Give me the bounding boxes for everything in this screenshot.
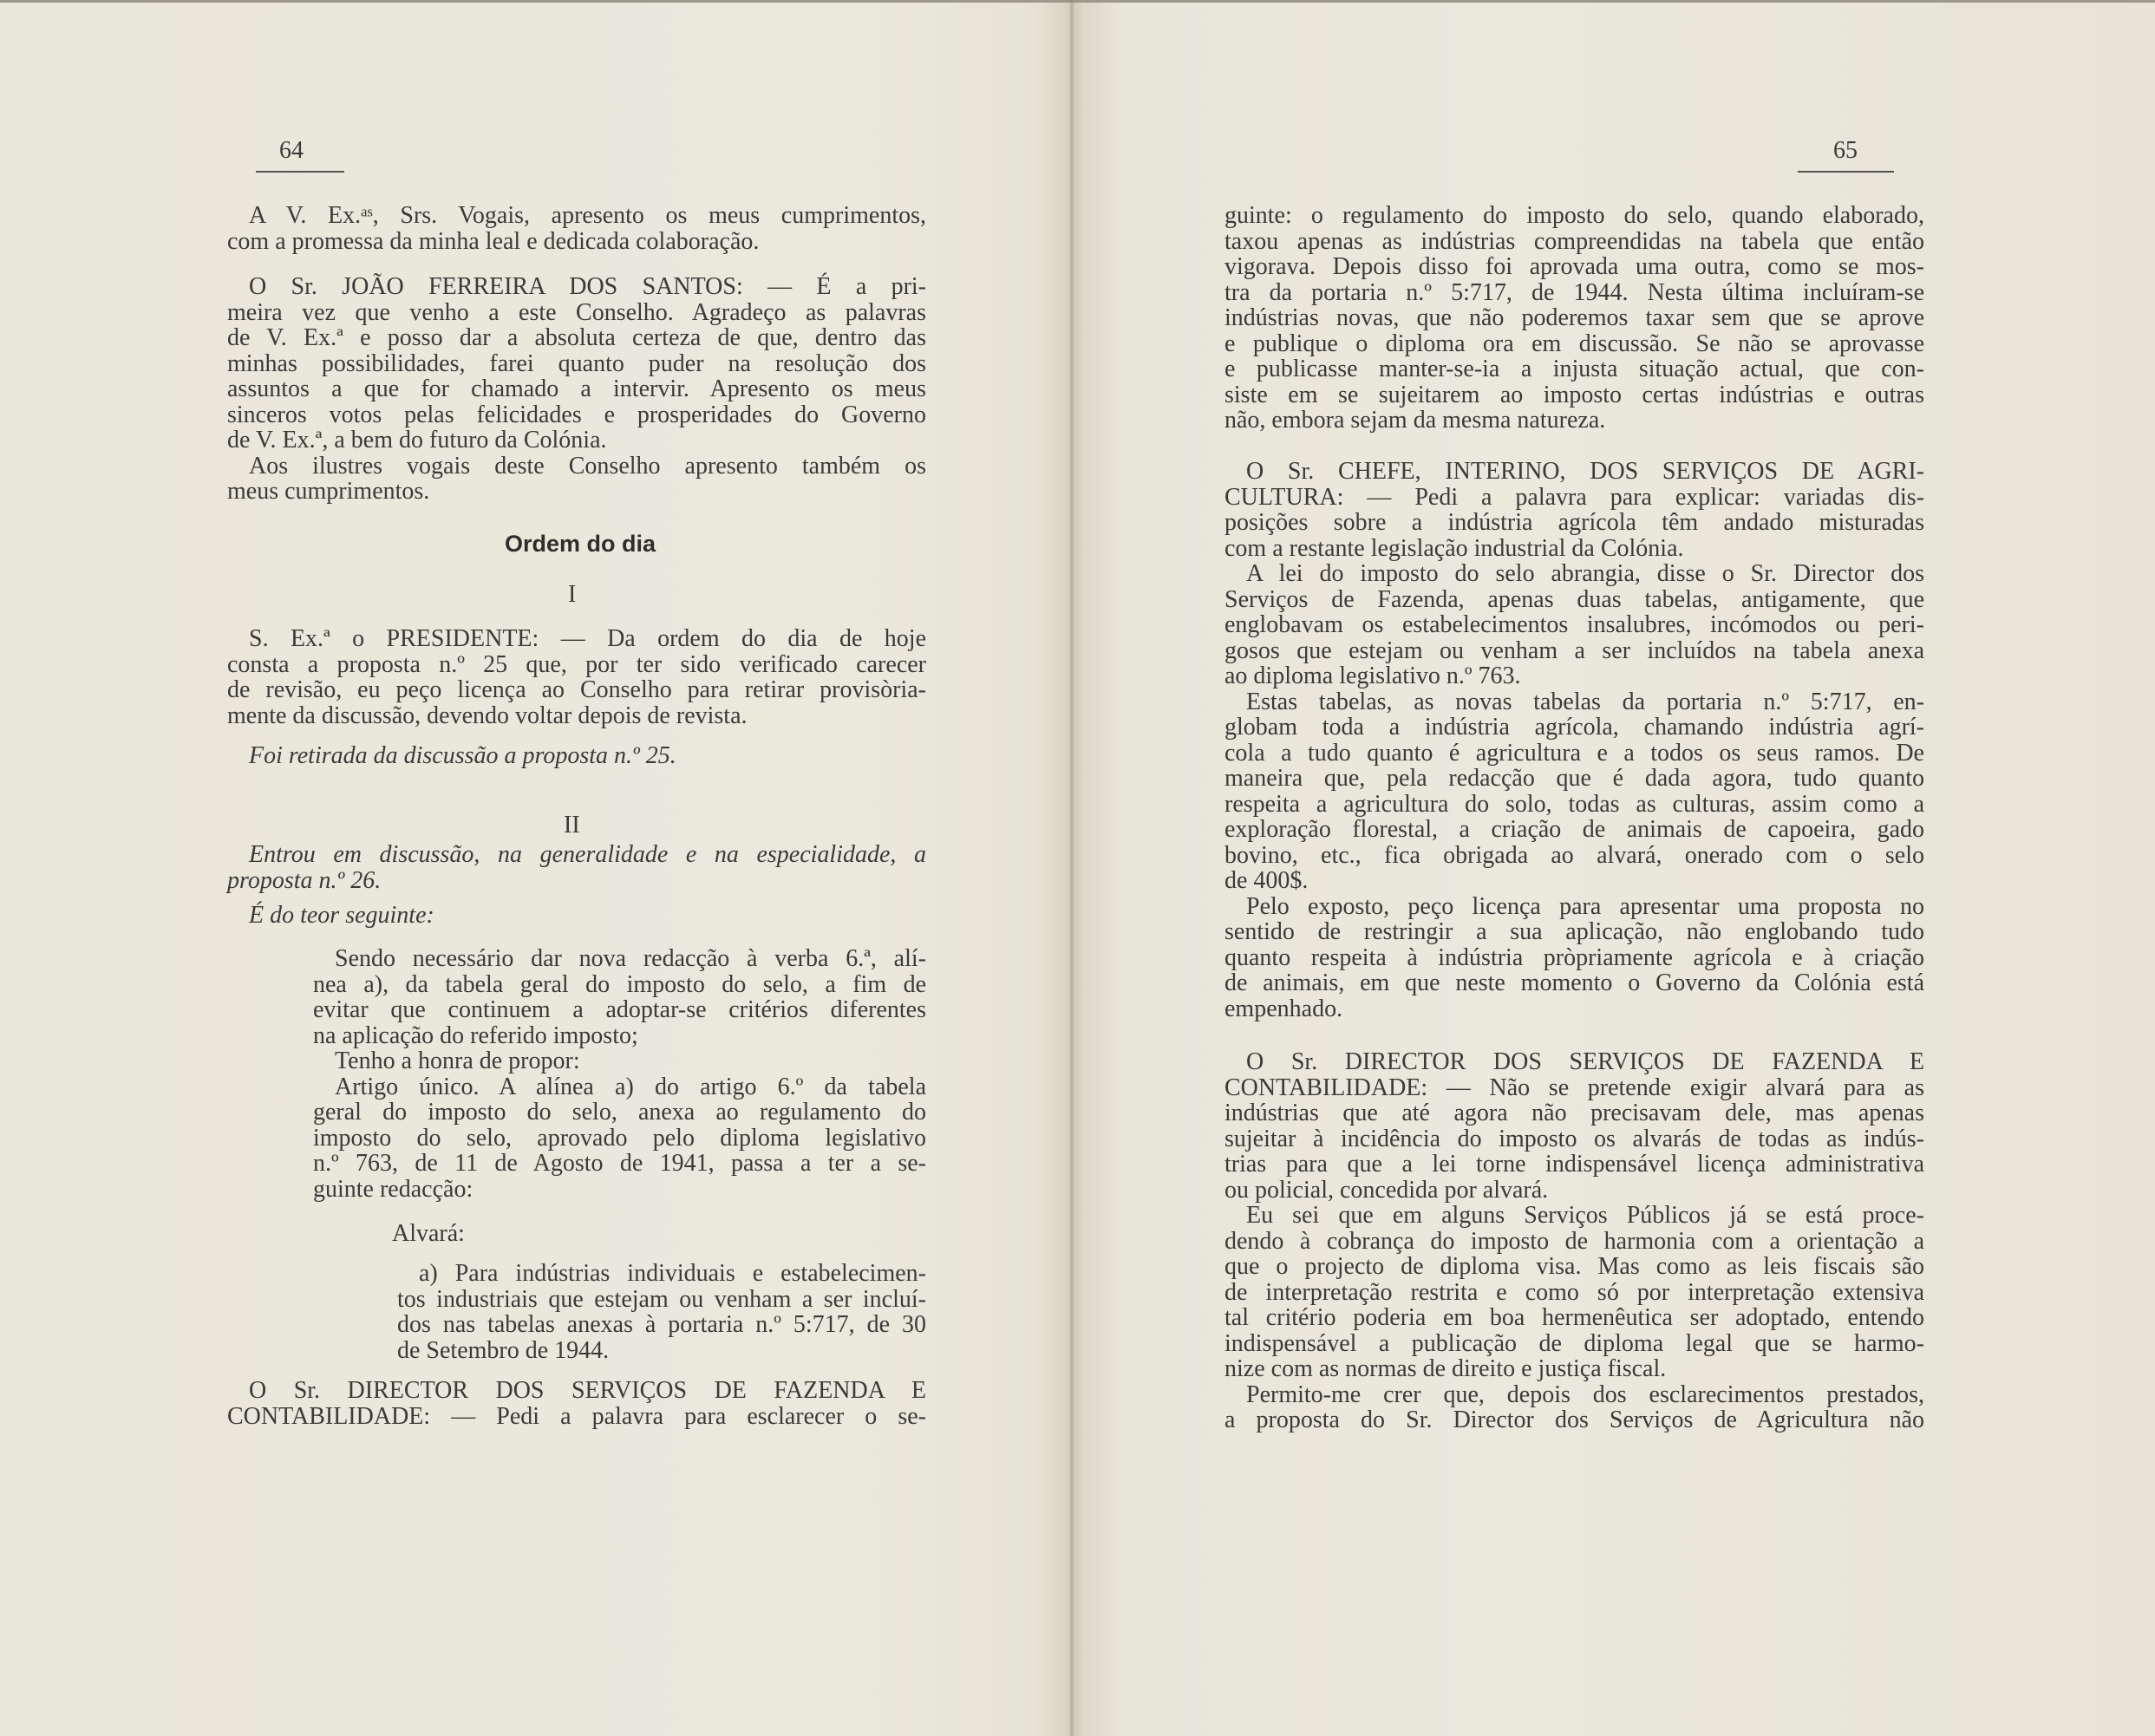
text-line: sujeitar à incidência do imposto os alvarás de todas as indús- xyxy=(1224,1125,1924,1152)
text-line: evitar que continuem a adoptar-se critérios diferentes xyxy=(313,996,926,1023)
text-line: taxou apenas as indústrias compreendidas na tabela que então xyxy=(1224,227,1924,255)
text-line: dendo à cobrança do imposto de harmonia com a orientação a xyxy=(1224,1227,1924,1255)
text-line: indústrias que até agora não precisavam dele, mas apenas xyxy=(1224,1100,1924,1126)
text-line: O Sr. CHEFE, INTERINO, DOS SERVIÇOS DE AGRI- xyxy=(1246,458,1924,485)
text-line: na aplicação do referido imposto; xyxy=(313,1021,638,1049)
text-line: Tenho a honra de propor: xyxy=(335,1047,580,1074)
text-line: tra da portaria n.º 5:717, de 1944. Nesta última incluíram-se xyxy=(1224,278,1924,306)
book-gutter xyxy=(1070,0,1074,1736)
text-line: indispensável a publicação de diploma legal que se harmo- xyxy=(1224,1329,1924,1357)
section-number: I xyxy=(568,581,577,608)
text-block xyxy=(1224,459,1924,1021)
text-line: a) Para indústrias individuais e estabelecimen- xyxy=(419,1260,926,1287)
text-line: Aos ilustres vogais deste Conselho apresento também os xyxy=(249,452,926,480)
text-line: guinte: o regulamento do imposto do selo, quando elaborado, xyxy=(1224,202,1924,229)
paragraph xyxy=(227,454,926,505)
text-line: n.º 763, de 11 de Agosto de 1941, passa a ter a se- xyxy=(313,1150,926,1177)
text-line: trias para que a lei torne indispensável licença administrativa xyxy=(1224,1151,1924,1178)
text-block xyxy=(227,1378,926,1429)
paragraph xyxy=(227,274,926,454)
text-line: quanto respeita à indústria pròpriamente agrícola e à criação xyxy=(1224,943,1924,971)
paragraph xyxy=(227,1378,926,1429)
section-heading: Ordem do dia xyxy=(505,531,656,557)
text-line: S. Ex.ª o PRESIDENTE: — Da ordem do dia de hoje xyxy=(249,625,926,652)
text-line: empenhado. xyxy=(1224,995,1343,1022)
text-line: É do teor seguinte: xyxy=(249,902,434,929)
text-line: CONTABILIDADE: — Não se pretende exigir alvará para as xyxy=(1224,1074,1924,1101)
text-line: minhas possibilidades, farei quanto puder na resolução dos xyxy=(227,349,926,377)
text-line: e publicasse manter-se-ia a injusta situação actual, que con- xyxy=(1224,356,1924,382)
quoted-proposal xyxy=(313,946,926,1202)
text-line: englobavam os estabelecimentos insalubres, incómodos ou peri- xyxy=(1224,611,1924,638)
text-block xyxy=(227,274,926,505)
text-line: meus cumprimentos. xyxy=(227,478,430,505)
text-line: com a restante legislação industrial da Colónia. xyxy=(1224,534,1684,562)
text-line: posições sobre a indústria agrícola têm andado misturadas xyxy=(1224,509,1924,536)
text-line: tos industriais que estejam ou venham a ser incluí- xyxy=(397,1285,926,1313)
text-line: Permito-me crer que, depois dos esclarecimentos prestados, xyxy=(1246,1380,1924,1408)
text-line: Artigo único. A alínea a) do artigo 6.º da tabela xyxy=(335,1073,926,1100)
text-block xyxy=(1224,1049,1924,1433)
text-line: ou policial, concedida por alvará. xyxy=(1224,1176,1549,1204)
text-line: geral do imposto do selo, anexa ao regulamento do xyxy=(313,1099,926,1126)
text-line: bovino, etc., fica obrigada ao alvará, onerado com o selo xyxy=(1224,841,1924,869)
text-line: de V. Ex.ª, a bem do futuro da Colónia. xyxy=(227,427,607,454)
text-line: A V. Ex.ᵃˢ, Srs. Vogais, apresento os meus cumprimentos, xyxy=(249,202,926,229)
text-line: de Setembro de 1944. xyxy=(397,1336,610,1364)
paragraph xyxy=(1224,203,1924,434)
text-line: Alvará: xyxy=(392,1220,465,1247)
text-line: consta a proposta n.º 25 que, por ter sido verificado carecer xyxy=(227,650,926,678)
text-line: não, embora sejam da mesma natureza. xyxy=(1224,407,1606,434)
text-line: exploração florestal, a criação de animais de capoeira, gado xyxy=(1224,816,1924,843)
text-line: siste em se sujeitarem ao imposto certas indústrias e outras xyxy=(1224,381,1924,408)
text-line: assuntos a que for chamado a intervir. Apresento os meus xyxy=(227,375,926,402)
text-block xyxy=(227,743,926,769)
text-line: de animais, em que neste momento o Governo da Colónia está xyxy=(1224,969,1924,996)
section-number: II xyxy=(564,812,580,839)
text-line: respeita a agricultura do solo, todas as culturas, assim como a xyxy=(1224,790,1924,818)
page-top-edge xyxy=(0,0,2155,3)
paragraph xyxy=(1224,1203,1924,1382)
paragraph xyxy=(313,1048,926,1074)
text-line: sinceros votos pelas felicidades e prosperidades do Governo xyxy=(227,401,926,428)
text-line: Sendo necessário dar nova redacção à verba 6.ª, alí- xyxy=(335,945,926,972)
text-line: a proposta do Sr. Director dos Serviços de Agricultura não xyxy=(1224,1406,1924,1433)
page-number-rule xyxy=(1798,171,1894,173)
text-line: de revisão, eu peço licença ao Conselho para retirar provisòria- xyxy=(227,676,926,703)
text-line: Pelo exposto, peço licença para apresentar uma proposta no xyxy=(1246,892,1924,920)
paragraph xyxy=(1224,894,1924,1022)
text-line: que o projecto de diploma visa. Mas como as leis fiscais são xyxy=(1224,1253,1924,1280)
text-line: vigorava. Depois disso foi aprovada uma outra, como se mos- xyxy=(1224,253,1924,280)
paragraph xyxy=(313,946,926,1048)
text-line: com a promessa da minha leal e dedicada colaboração. xyxy=(227,227,760,255)
text-line: maneira que, pela redacção que é dada agora, tudo quanto xyxy=(1224,765,1924,792)
text-block xyxy=(397,1261,926,1363)
text-line: Eu sei que em alguns Serviços Públicos já se está proce- xyxy=(1246,1202,1924,1229)
text-line: e publique o diploma ora em discussão. Se não se aprovasse xyxy=(1224,330,1924,357)
text-line: sentido de restringir a sua aplicação, não englobando tudo xyxy=(1224,918,1924,945)
text-line: O Sr. JOÃO FERREIRA DOS SANTOS: — É a pri- xyxy=(249,273,926,300)
text-line: globam toda a indústria agrícola, chamando indústria agrí- xyxy=(1224,714,1924,741)
text-line: ao diploma legislativo n.º 763. xyxy=(1224,662,1521,689)
text-line: nize com as normas de direito e justiça fiscal. xyxy=(1224,1355,1667,1382)
paragraph xyxy=(227,743,926,769)
paragraph xyxy=(1224,1382,1924,1433)
text-block xyxy=(227,903,926,929)
text-line: guinte redacção: xyxy=(313,1175,473,1203)
text-line: dos nas tabelas anexas à portaria n.º 5:717, de 30 xyxy=(397,1311,926,1338)
page-number: 65 xyxy=(1833,137,1858,164)
text-line: Serviços de Fazenda, apenas duas tabelas, antigamente, que xyxy=(1224,585,1924,613)
text-line: cola a tudo quanto é agricultura e a todos os seus ramos. De xyxy=(1224,739,1924,767)
text-line: imposto do selo, aprovado pelo diploma legislativo xyxy=(313,1124,926,1152)
text-line: A lei do imposto do selo abrangia, disse o Sr. Director dos xyxy=(1246,560,1924,587)
text-block xyxy=(1224,203,1924,434)
paragraph xyxy=(313,1074,926,1203)
paragraph xyxy=(1224,1049,1924,1203)
text-block xyxy=(227,626,926,728)
paragraph xyxy=(227,203,926,254)
paragraph xyxy=(227,903,926,929)
text-line: Estas tabelas, as novas tabelas da portaria n.º 5:717, en- xyxy=(1246,688,1924,715)
text-block xyxy=(227,203,926,254)
text-line: nea a), da tabela geral do imposto do selo, a fim de xyxy=(313,970,926,998)
paragraph xyxy=(397,1261,926,1363)
text-line: de V. Ex.ª e posso dar a absoluta certeza de que, dentro das xyxy=(227,324,926,351)
text-line: de interpretação restrita e como só por interpretação extensiva xyxy=(1224,1278,1924,1306)
text-line: indústrias novas, que não poderemos taxar sem que se aprove xyxy=(1224,304,1924,331)
text-line: meira vez que venho a este Conselho. Agradeço as palavras xyxy=(227,298,926,326)
text-line: Foi retirada da discussão a proposta n.º 25. xyxy=(249,742,676,769)
text-line: O Sr. DIRECTOR DOS SERVIÇOS DE FAZENDA E xyxy=(249,1377,926,1404)
page-number-rule xyxy=(256,171,344,173)
text-block xyxy=(392,1221,912,1247)
text-line: CONTABILIDADE: — Pedi a palavra para esclarecer o se- xyxy=(227,1402,926,1430)
paragraph xyxy=(392,1221,912,1247)
text-line: mente da discussão, devendo voltar depois de revista. xyxy=(227,702,748,729)
page-number: 64 xyxy=(279,137,304,164)
paragraph xyxy=(1224,459,1924,561)
paragraph xyxy=(1224,561,1924,689)
text-line: CULTURA: — Pedi a palavra para explicar: variadas dis- xyxy=(1224,483,1924,511)
paragraph xyxy=(227,842,926,893)
text-line: O Sr. DIRECTOR DOS SERVIÇOS DE FAZENDA E xyxy=(1246,1048,1924,1075)
text-line: Entrou em discussão, na generalidade e na especialidade, a xyxy=(249,841,926,868)
text-line: de 400$. xyxy=(1224,867,1309,894)
paragraph xyxy=(227,626,926,728)
text-line: gosos que estejam ou venham a ser incluídos na tabela anexa xyxy=(1224,636,1924,664)
text-block xyxy=(227,842,926,893)
paragraph xyxy=(1224,689,1924,894)
text-line: tal critério poderia em boa hermenêutica ser adoptado, entendo xyxy=(1224,1304,1924,1331)
text-line: proposta n.º 26. xyxy=(227,866,382,894)
